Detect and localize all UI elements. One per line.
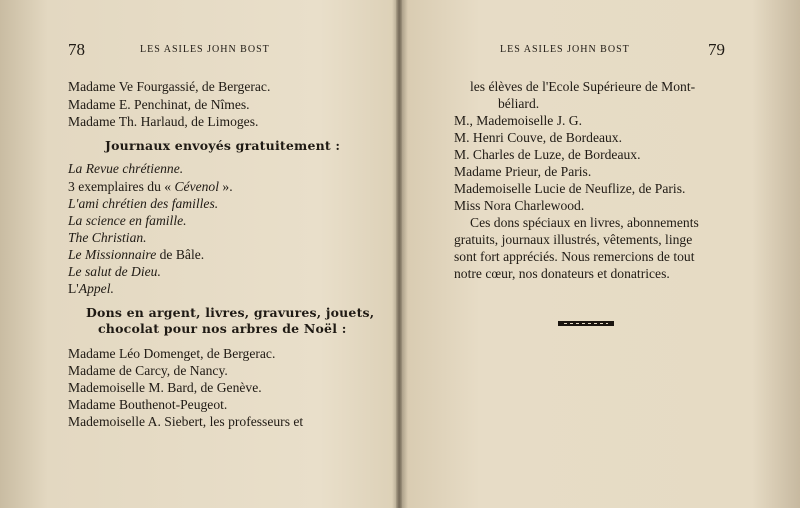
list-item: M., Mademoiselle J. G. [454,113,582,128]
list-item: les élèves de l'Ecole Supérieure de Mont- [470,79,696,94]
paragraph-line: sont fort appréciés. Nous remercions de tout [454,249,695,264]
list-item: Mademoiselle Lucie de Neuflize, de Paris. [454,181,686,196]
journal-item: L'Appel. [68,281,114,296]
list-item: M. Charles de Luze, de Bordeaux. [454,147,641,162]
list-item: Madame Bouthenot-Peugeot. [68,397,228,412]
page-number: 78 [68,40,85,59]
list-item: M. Henri Couve, de Bordeaux. [454,130,622,145]
right-page [402,0,800,508]
journal-item: 3 exemplaires du « Cévenol ». [68,179,233,194]
list-item: Madame Th. Harlaud, de Limoges. [68,114,259,129]
journal-item: La science en famille. [68,213,187,228]
list-item: Madame Ve Fourgassié, de Bergerac. [68,79,271,94]
paragraph-line: gratuits, journaux illustrés, vêtements, linge [454,232,693,247]
journal-item: La Revue chrétienne. [68,161,184,176]
page-number: 79 [708,40,725,59]
list-item: Mademoiselle M. Bard, de Genève. [68,380,262,395]
section-heading: Dons en argent, livres, gravures, jouets, [86,305,375,320]
list-item: Madame de Carcy, de Nancy. [68,363,228,378]
list-item: Miss Nora Charlewood. [454,198,585,213]
list-item: Madame Léo Domenget, de Bergerac. [68,346,276,361]
ornamental-rule [558,321,614,326]
list-item: Mademoiselle A. Siebert, les professeurs et [68,414,304,429]
journal-item: Le salut de Dieu. [68,264,161,279]
paragraph-line: Ces dons spéciaux en livres, abonnements [470,215,699,230]
paragraph-line: notre cœur, nos donateurs et donatrices. [454,266,670,281]
running-head: LES ASILES JOHN BOST [140,44,270,55]
left-page [0,0,398,508]
list-item: béliard. [498,96,540,111]
section-heading: chocolat pour nos arbres de Noël : [98,321,347,336]
journal-item: L'ami chrétien des familles. [68,196,219,211]
section-heading: Journaux envoyés gratuitement : [105,138,341,153]
journal-item: Le Missionnaire de Bâle. [68,247,205,262]
running-head: LES ASILES JOHN BOST [500,44,630,55]
list-item: Madame E. Penchinat, de Nîmes. [68,97,250,112]
journal-item: The Christian. [68,230,147,245]
list-item: Madame Prieur, de Paris. [454,164,592,179]
